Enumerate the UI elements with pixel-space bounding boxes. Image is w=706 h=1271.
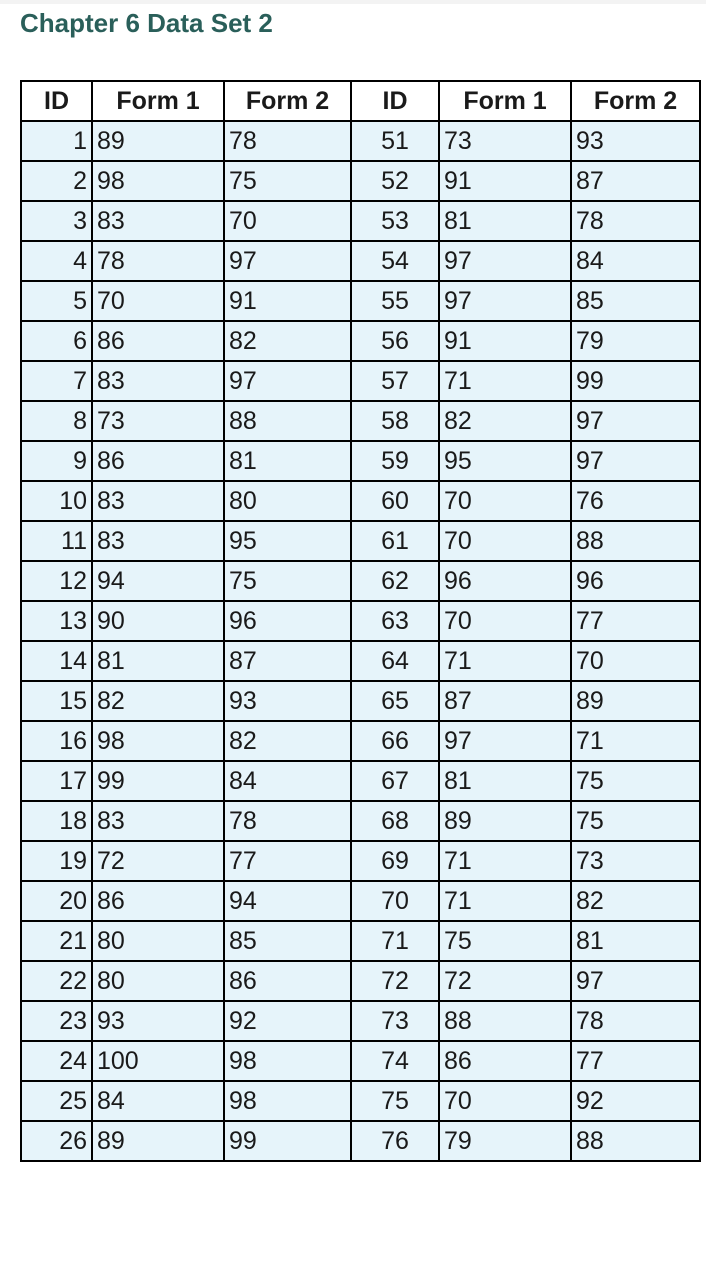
cell-id-left: 25 (21, 1081, 92, 1121)
header-row (21, 81, 700, 121)
cell-id-right: 62 (351, 561, 439, 601)
cell-form1-left: 73 (92, 401, 224, 441)
cell-form2-right: 88 (571, 1121, 700, 1161)
cell-form2-left: 78 (224, 801, 351, 841)
cell-id-right: 74 (351, 1041, 439, 1081)
cell-form1-left: 80 (92, 961, 224, 1001)
cell-form1-right: 70 (439, 481, 571, 521)
table-row (21, 681, 700, 721)
cell-form2-right: 78 (571, 201, 700, 241)
cell-id-left: 5 (21, 281, 92, 321)
cell-id-right: 72 (351, 961, 439, 1001)
table-row (21, 641, 700, 681)
table-row (21, 1001, 700, 1041)
cell-form2-left: 82 (224, 321, 351, 361)
cell-form2-right: 97 (571, 961, 700, 1001)
cell-form2-left: 92 (224, 1001, 351, 1041)
cell-form1-left: 83 (92, 361, 224, 401)
cell-form2-right: 82 (571, 881, 700, 921)
cell-id-left: 17 (21, 761, 92, 801)
cell-id-left: 3 (21, 201, 92, 241)
cell-form2-left: 80 (224, 481, 351, 521)
cell-id-right: 76 (351, 1121, 439, 1161)
cell-id-right: 64 (351, 641, 439, 681)
cell-id-left: 20 (21, 881, 92, 921)
cell-form1-left: 100 (92, 1041, 224, 1081)
cell-form1-right: 97 (439, 241, 571, 281)
cell-id-left: 22 (21, 961, 92, 1001)
cell-form1-right: 97 (439, 721, 571, 761)
table-row (21, 161, 700, 201)
cell-form2-right: 77 (571, 1041, 700, 1081)
table-row (21, 401, 700, 441)
table-row (21, 841, 700, 881)
cell-form2-right: 85 (571, 281, 700, 321)
cell-form2-right: 70 (571, 641, 700, 681)
table-row (21, 881, 700, 921)
cell-form1-left: 72 (92, 841, 224, 881)
cell-form2-left: 78 (224, 121, 351, 161)
cell-form2-left: 98 (224, 1081, 351, 1121)
cell-form1-right: 89 (439, 801, 571, 841)
cell-form1-left: 93 (92, 1001, 224, 1041)
cell-form2-right: 75 (571, 801, 700, 841)
cell-form2-left: 88 (224, 401, 351, 441)
cell-form1-right: 96 (439, 561, 571, 601)
cell-id-right: 55 (351, 281, 439, 321)
cell-form1-right: 88 (439, 1001, 571, 1041)
cell-form1-right: 71 (439, 641, 571, 681)
cell-form1-left: 98 (92, 161, 224, 201)
cell-form1-right: 82 (439, 401, 571, 441)
cell-form1-left: 78 (92, 241, 224, 281)
cell-form2-left: 77 (224, 841, 351, 881)
cell-form1-left: 90 (92, 601, 224, 641)
cell-id-left: 9 (21, 441, 92, 481)
cell-id-left: 12 (21, 561, 92, 601)
cell-id-right: 69 (351, 841, 439, 881)
cell-form1-right: 91 (439, 161, 571, 201)
cell-form1-right: 81 (439, 761, 571, 801)
table-row (21, 961, 700, 1001)
cell-id-right: 58 (351, 401, 439, 441)
cell-id-left: 6 (21, 321, 92, 361)
table-row (21, 1041, 700, 1081)
page-title: Chapter 6 Data Set 2 (20, 8, 273, 38)
cell-form2-left: 75 (224, 161, 351, 201)
cell-form2-right: 99 (571, 361, 700, 401)
cell-id-left: 15 (21, 681, 92, 721)
table-row (21, 241, 700, 281)
cell-form1-right: 70 (439, 601, 571, 641)
cell-form1-right: 97 (439, 281, 571, 321)
cell-id-right: 75 (351, 1081, 439, 1121)
cell-form1-right: 73 (439, 121, 571, 161)
cell-form1-right: 86 (439, 1041, 571, 1081)
cell-form1-left: 99 (92, 761, 224, 801)
cell-form2-left: 75 (224, 561, 351, 601)
header-form2-right: Form 2 (571, 81, 700, 121)
cell-id-right: 68 (351, 801, 439, 841)
cell-form1-right: 75 (439, 921, 571, 961)
table-row (21, 1121, 700, 1161)
cell-form2-left: 94 (224, 881, 351, 921)
cell-form2-left: 97 (224, 241, 351, 281)
cell-id-left: 1 (21, 121, 92, 161)
cell-id-left: 23 (21, 1001, 92, 1041)
cell-id-right: 59 (351, 441, 439, 481)
cell-id-right: 73 (351, 1001, 439, 1041)
cell-form2-right: 97 (571, 441, 700, 481)
table-row (21, 1081, 700, 1121)
table-row (21, 481, 700, 521)
cell-form1-right: 95 (439, 441, 571, 481)
cell-id-right: 51 (351, 121, 439, 161)
cell-form2-left: 95 (224, 521, 351, 561)
cell-form2-right: 75 (571, 761, 700, 801)
cell-id-right: 52 (351, 161, 439, 201)
table-row (21, 921, 700, 961)
cell-form2-left: 93 (224, 681, 351, 721)
cell-form1-left: 86 (92, 441, 224, 481)
cell-id-left: 7 (21, 361, 92, 401)
cell-id-right: 53 (351, 201, 439, 241)
table-row (21, 281, 700, 321)
cell-id-right: 54 (351, 241, 439, 281)
cell-id-right: 61 (351, 521, 439, 561)
header-id-left: ID (21, 81, 92, 121)
header-form1-right: Form 1 (439, 81, 571, 121)
cell-form1-left: 82 (92, 681, 224, 721)
cell-form2-left: 87 (224, 641, 351, 681)
cell-id-left: 18 (21, 801, 92, 841)
table-row (21, 121, 700, 161)
cell-form2-right: 76 (571, 481, 700, 521)
cell-form2-right: 78 (571, 1001, 700, 1041)
cell-id-left: 14 (21, 641, 92, 681)
cell-id-left: 13 (21, 601, 92, 641)
cell-form2-left: 96 (224, 601, 351, 641)
cell-form2-right: 84 (571, 241, 700, 281)
cell-form1-left: 89 (92, 1121, 224, 1161)
cell-id-left: 4 (21, 241, 92, 281)
cell-form1-right: 72 (439, 961, 571, 1001)
cell-form1-right: 87 (439, 681, 571, 721)
cell-id-left: 11 (21, 521, 92, 561)
cell-form1-left: 80 (92, 921, 224, 961)
cell-id-right: 67 (351, 761, 439, 801)
cell-form2-right: 79 (571, 321, 700, 361)
cell-form1-left: 86 (92, 881, 224, 921)
cell-form1-right: 81 (439, 201, 571, 241)
cell-form2-left: 85 (224, 921, 351, 961)
cell-form2-right: 71 (571, 721, 700, 761)
table-row (21, 601, 700, 641)
cell-form1-left: 98 (92, 721, 224, 761)
cell-id-right: 63 (351, 601, 439, 641)
cell-form1-right: 91 (439, 321, 571, 361)
cell-form1-left: 84 (92, 1081, 224, 1121)
cell-id-left: 26 (21, 1121, 92, 1161)
cell-form2-left: 91 (224, 281, 351, 321)
table-row (21, 201, 700, 241)
table-row (21, 321, 700, 361)
cell-id-left: 8 (21, 401, 92, 441)
cell-form1-right: 71 (439, 881, 571, 921)
cell-form2-left: 82 (224, 721, 351, 761)
cell-id-left: 16 (21, 721, 92, 761)
cell-form2-right: 77 (571, 601, 700, 641)
table-row (21, 721, 700, 761)
table-row (21, 801, 700, 841)
header-form2-left: Form 2 (224, 81, 351, 121)
cell-form2-left: 98 (224, 1041, 351, 1081)
cell-form2-right: 92 (571, 1081, 700, 1121)
cell-form2-right: 81 (571, 921, 700, 961)
cell-form1-right: 71 (439, 361, 571, 401)
cell-form1-left: 83 (92, 801, 224, 841)
cell-id-right: 65 (351, 681, 439, 721)
cell-id-left: 24 (21, 1041, 92, 1081)
cell-form1-right: 70 (439, 521, 571, 561)
cell-form2-left: 86 (224, 961, 351, 1001)
cell-form2-left: 97 (224, 361, 351, 401)
cell-form2-right: 87 (571, 161, 700, 201)
cell-form2-left: 84 (224, 761, 351, 801)
cell-form2-right: 73 (571, 841, 700, 881)
cell-form2-right: 96 (571, 561, 700, 601)
data-table (20, 80, 701, 1162)
cell-id-left: 2 (21, 161, 92, 201)
cell-form1-right: 70 (439, 1081, 571, 1121)
table-row (21, 521, 700, 561)
cell-id-left: 10 (21, 481, 92, 521)
cell-id-right: 70 (351, 881, 439, 921)
cell-id-right: 66 (351, 721, 439, 761)
cell-form1-left: 83 (92, 201, 224, 241)
cell-id-right: 56 (351, 321, 439, 361)
cell-id-left: 19 (21, 841, 92, 881)
cell-form1-left: 89 (92, 121, 224, 161)
header-form1-left: Form 1 (92, 81, 224, 121)
cell-form2-right: 88 (571, 521, 700, 561)
cell-form1-left: 83 (92, 481, 224, 521)
table-row (21, 761, 700, 801)
cell-form1-left: 70 (92, 281, 224, 321)
cell-form1-left: 86 (92, 321, 224, 361)
cell-form2-right: 97 (571, 401, 700, 441)
cell-form1-right: 71 (439, 841, 571, 881)
cell-id-right: 60 (351, 481, 439, 521)
header-id-right: ID (351, 81, 439, 121)
table-row (21, 561, 700, 601)
cell-form1-left: 81 (92, 641, 224, 681)
cell-form2-left: 99 (224, 1121, 351, 1161)
cell-id-right: 71 (351, 921, 439, 961)
cell-form1-left: 83 (92, 521, 224, 561)
cell-form2-right: 93 (571, 121, 700, 161)
cell-form2-left: 81 (224, 441, 351, 481)
table-row (21, 361, 700, 401)
cell-form1-left: 94 (92, 561, 224, 601)
cell-form2-left: 70 (224, 201, 351, 241)
cell-id-right: 57 (351, 361, 439, 401)
cell-form2-right: 89 (571, 681, 700, 721)
cell-form1-right: 79 (439, 1121, 571, 1161)
table-row (21, 441, 700, 481)
table-body (21, 121, 700, 1161)
cell-id-left: 21 (21, 921, 92, 961)
